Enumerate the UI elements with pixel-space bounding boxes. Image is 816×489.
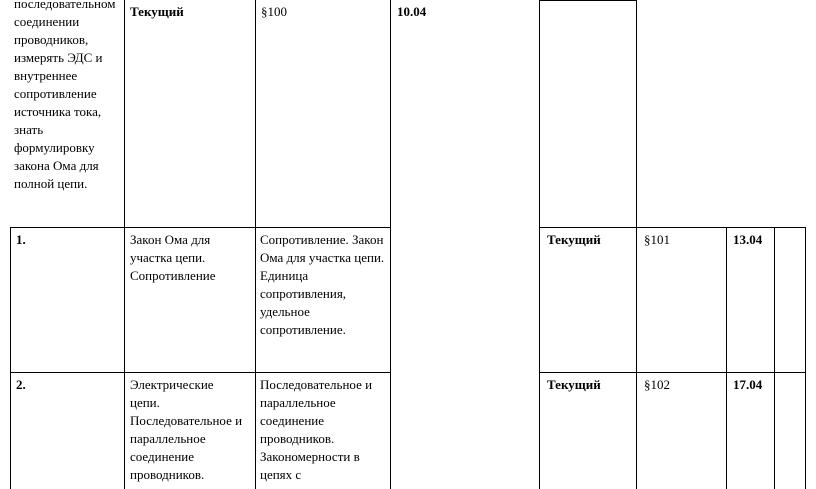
grid-line-col7 bbox=[726, 227, 727, 489]
grid-line-col9 bbox=[805, 227, 806, 489]
grid-line-top bbox=[539, 0, 636, 1]
grid-line-row2-top bbox=[10, 372, 390, 373]
row-1-number: 1. bbox=[16, 232, 26, 247]
grid-line-row2-top-right bbox=[539, 372, 806, 373]
grid-line-col8 bbox=[774, 227, 775, 489]
row-2-content: Последовательное и параллельное соединение проводников. Закономерности в цепях с bbox=[260, 377, 373, 482]
row-1-paragraph: §101 bbox=[644, 232, 670, 247]
top-row-paragraph: §100 bbox=[261, 4, 287, 19]
top-row-description: последовательном соединении проводников, измерять ЭДС и внутреннее сопротивление источника тока, знать формулировку закона Ома для полной цепи. bbox=[14, 0, 116, 191]
grid-line-col4 bbox=[390, 0, 391, 489]
grid-line-row1-top-right bbox=[539, 227, 806, 228]
top-row-control: Текущий bbox=[130, 4, 184, 19]
grid-line-col3 bbox=[255, 0, 256, 489]
grid-line-col1 bbox=[10, 227, 11, 489]
row-2-paragraph: §102 bbox=[644, 377, 670, 392]
grid-line-row1-top bbox=[10, 227, 390, 228]
row-2-number: 2. bbox=[16, 377, 26, 392]
row-2-control: Текущий bbox=[547, 377, 601, 392]
row-2-date: 17.04 bbox=[733, 377, 763, 392]
row-1-topic: Закон Ома для участка цепи. Сопротивление bbox=[130, 232, 216, 283]
top-row-date: 10.04 bbox=[397, 4, 427, 19]
grid-line-col6 bbox=[636, 0, 637, 489]
grid-line-col5 bbox=[539, 0, 540, 489]
row-1-content: Сопротивление. Закон Ома для участка цепи. Единица сопротивления, удельное сопротивление. bbox=[260, 232, 385, 337]
row-1-control: Текущий bbox=[547, 232, 601, 247]
row-1-date: 13.04 bbox=[733, 232, 763, 247]
grid-line-col2 bbox=[124, 0, 125, 489]
row-2-topic: Электрические цепи. Последовательное и параллельное соединение проводников. bbox=[130, 377, 243, 482]
